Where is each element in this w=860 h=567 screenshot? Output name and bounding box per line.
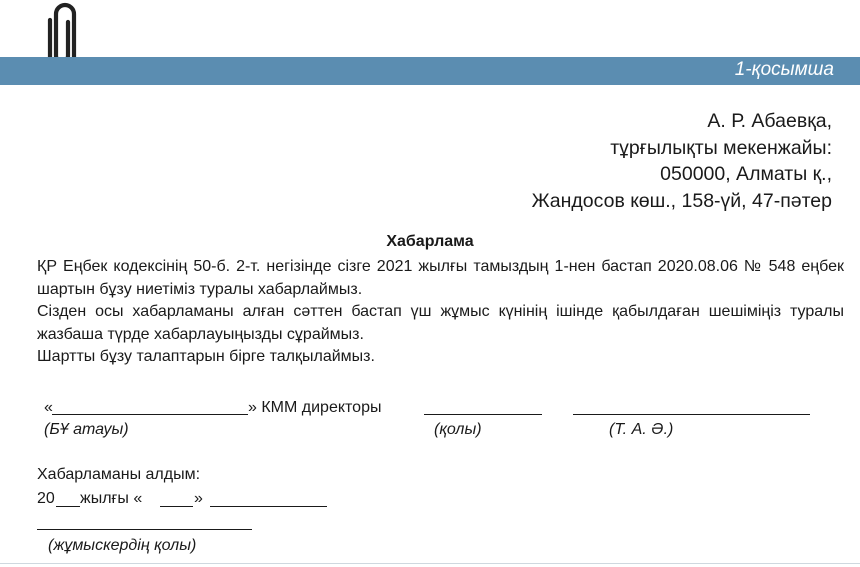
recipient-name: А. Р. Абаевқа, xyxy=(707,110,832,132)
receipt-label: Хабарламаны алдым: xyxy=(37,466,201,483)
full-name-line xyxy=(573,414,810,415)
signature-caption: (қолы) xyxy=(434,421,482,438)
org-caption: (БҰ атауы) xyxy=(44,421,129,438)
notice-paragraph: Шартты бұзу талаптарын бірге талқылаймыз. xyxy=(37,348,375,365)
year-line xyxy=(56,506,80,507)
header-band xyxy=(0,57,860,85)
receipt-year-text: жылғы « xyxy=(80,490,143,507)
notice-body xyxy=(37,256,844,369)
recipient-block xyxy=(532,108,832,214)
org-open-quote: « xyxy=(44,399,53,416)
receipt-year-prefix: 20 xyxy=(37,490,55,507)
recipient-city: 050000, Алматы қ., xyxy=(660,163,832,185)
org-name-line xyxy=(52,414,248,415)
month-line xyxy=(210,506,327,507)
full-name-caption: (Т. А. Ә.) xyxy=(609,421,674,438)
notice-paragraph: ҚР Еңбек кодексінің 50-б. 2-т. негізінде сізге 2021 жылғы тамыздың 1-нен бастап 2020.08.06 № 548 еңбек шартын бұзу ниетіміз туралы хабарлаймыз. xyxy=(37,258,844,298)
recipient-street: Жандосов көш., 158-үй, 47-пәтер xyxy=(531,189,832,212)
employee-signature-caption: (жұмыскердің қолы) xyxy=(48,537,197,554)
day-line xyxy=(160,506,193,507)
employee-signature-line xyxy=(37,529,252,530)
recipient-address-label: тұрғылықты мекенжайы: xyxy=(610,136,832,159)
receipt-close-quote: » xyxy=(194,490,203,507)
signature-line xyxy=(424,414,542,415)
notice-title: Хабарлама xyxy=(386,233,474,250)
bottom-rule xyxy=(0,563,860,564)
notice-paragraph: Сізден осы хабарламаны алған сәттен бастап үш жұмыс күнінің ішінде қабылдаған шешіміңіз туралы жазбаша түрде хабарлауыңызды сұраймыз. xyxy=(37,303,844,343)
appendix-label: 1-қосымша xyxy=(734,59,834,80)
director-label: » КММ директоры xyxy=(248,399,382,416)
